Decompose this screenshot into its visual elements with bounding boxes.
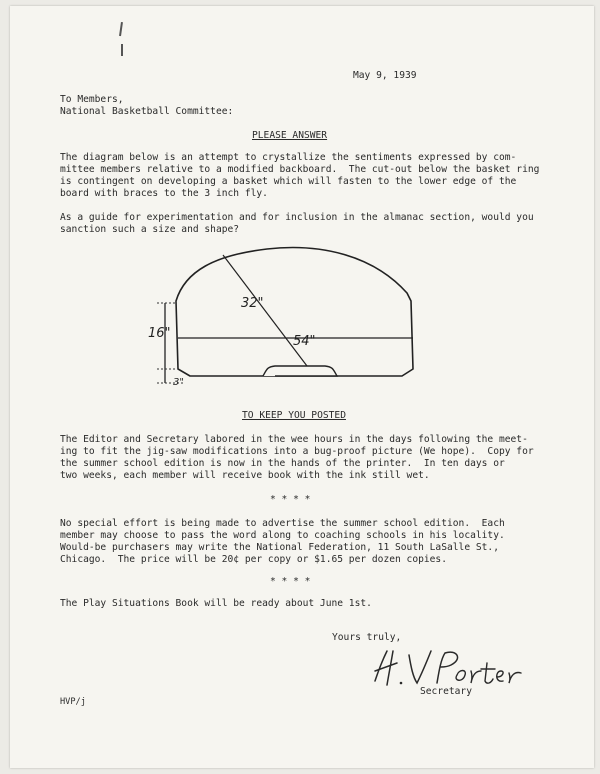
paragraph-2-line-2: sanction such a size and shape?	[60, 224, 240, 235]
paragraph-4-line-2: member may choose to pass the word along to coaching schools in his locality.	[60, 530, 505, 541]
paragraph-3-line-4: two weeks, each member will receive book with the ink still wet.	[60, 470, 430, 481]
separator-1: * * * *	[270, 494, 311, 505]
separator-2: * * * *	[270, 576, 311, 587]
basket-cutout	[263, 366, 337, 376]
heading-keep-posted: TO KEEP YOU POSTED	[242, 410, 346, 421]
backboard-diagram	[145, 241, 445, 391]
paragraph-4-line-1: No special effort is being made to advertise the summer school edition. Each	[60, 518, 505, 529]
closing: Yours truly,	[332, 632, 402, 643]
paragraph-2-line-1: As a guide for experimentation and for inclusion in the almanac section, would you	[60, 212, 534, 223]
label-height: 16"	[148, 326, 171, 341]
paragraph-5: The Play Situations Book will be ready about June 1st.	[60, 598, 372, 609]
heading-please-answer: PLEASE ANSWER	[252, 130, 328, 141]
paragraph-1-line-1: The diagram below is an attempt to crystallize the sentiments expressed by com-	[60, 152, 517, 163]
paragraph-3-line-2: ing to fit the jig-saw modifications into a bug-proof picture (We hope). Copy for	[60, 446, 534, 457]
label-diagonal: 32"	[241, 296, 264, 311]
letter-page	[10, 6, 594, 768]
paragraph-4-line-3: Would-be purchasers may write the National Federation, 11 South LaSalle St.,	[60, 542, 499, 553]
salutation-line-1: To Members,	[60, 94, 124, 105]
paragraph-1-line-3: is contingent on developing a basket which will fasten to the lower edge of the	[60, 176, 517, 187]
pencil-mark	[119, 22, 122, 36]
backboard-outline	[176, 248, 413, 376]
pencil-mark	[121, 44, 123, 56]
paragraph-3-line-3: the summer school edition is now in the hands of the printer. In ten days or	[60, 458, 505, 469]
paragraph-3-line-1: The Editor and Secretary labored in the wee hours in the days following the meet-	[60, 434, 528, 445]
salutation-line-2: National Basketball Committee:	[60, 106, 234, 117]
signature-handwritten	[367, 641, 527, 691]
signature-title: Secretary	[420, 686, 472, 697]
paragraph-4-line-4: Chicago. The price will be 20¢ per copy or $1.65 per dozen copies.	[60, 554, 447, 565]
typist-initials: HVP/j	[60, 697, 86, 707]
label-fly: 3"	[173, 377, 184, 388]
label-width: 54"	[293, 334, 316, 349]
letter-date: May 9, 1939	[353, 70, 417, 81]
diagonal-line	[223, 255, 307, 366]
paragraph-1-line-2: mittee members relative to a modified backboard. The cut-out below the basket ring	[60, 164, 540, 175]
paragraph-1-line-4: board with braces to the 3 inch fly.	[60, 188, 268, 199]
